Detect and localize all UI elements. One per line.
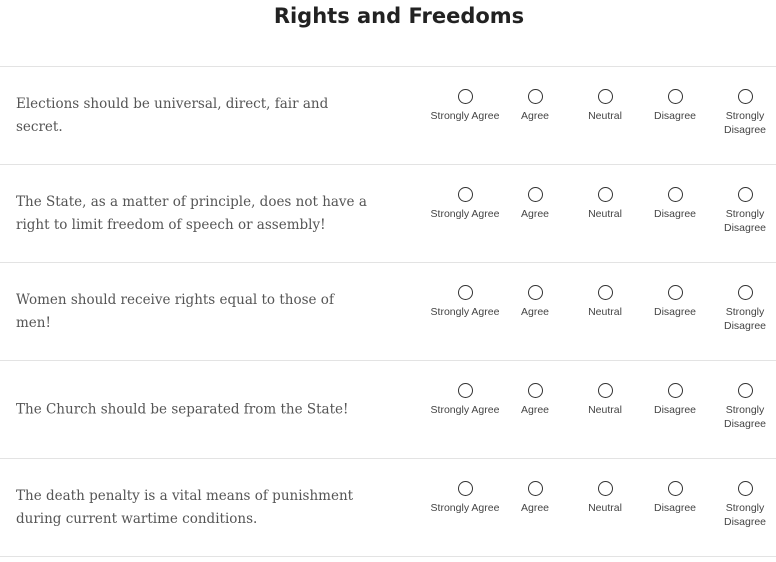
radio-button[interactable] — [528, 383, 543, 398]
option-label: Agree — [520, 208, 550, 220]
radio-button[interactable] — [668, 481, 683, 496]
option-label: Strongly Disagree — [723, 208, 767, 234]
radio-button[interactable] — [738, 383, 753, 398]
option-strongly-agree[interactable] — [430, 383, 500, 417]
radio-button[interactable] — [528, 285, 543, 300]
option-neutral[interactable] — [570, 383, 640, 417]
option-label: Neutral — [588, 110, 622, 122]
option-label: Agree — [520, 404, 550, 416]
radio-button[interactable] — [458, 89, 473, 104]
option-neutral[interactable] — [570, 187, 640, 221]
option-strongly-disagree[interactable] — [710, 187, 776, 235]
option-agree[interactable] — [500, 285, 570, 319]
statement-row — [0, 458, 776, 557]
radio-button[interactable] — [458, 187, 473, 202]
option-label: Disagree — [653, 404, 697, 416]
option-strongly-disagree[interactable] — [710, 481, 776, 529]
option-label: Strongly Agree — [430, 404, 500, 416]
option-label: Neutral — [588, 208, 622, 220]
option-label: Agree — [520, 502, 550, 514]
radio-button[interactable] — [528, 481, 543, 496]
option-disagree[interactable] — [640, 187, 710, 221]
option-neutral[interactable] — [570, 481, 640, 515]
radio-button[interactable] — [738, 187, 753, 202]
radio-button[interactable] — [458, 383, 473, 398]
statement-text: Women should receive rights equal to those of men! — [16, 291, 334, 331]
radio-button[interactable] — [528, 187, 543, 202]
option-agree[interactable] — [500, 187, 570, 221]
option-strongly-disagree[interactable] — [710, 383, 776, 431]
option-label: Neutral — [588, 502, 622, 514]
option-agree[interactable] — [500, 89, 570, 123]
option-label: Agree — [520, 110, 550, 122]
radio-button[interactable] — [528, 89, 543, 104]
radio-button[interactable] — [458, 285, 473, 300]
option-agree[interactable] — [500, 383, 570, 417]
option-strongly-agree[interactable] — [430, 481, 500, 515]
radio-button[interactable] — [668, 285, 683, 300]
statement-text: Elections should be universal, direct, fair and secret. — [16, 95, 329, 135]
option-label: Strongly Agree — [430, 208, 500, 220]
option-agree[interactable] — [500, 481, 570, 515]
option-label: Strongly Disagree — [723, 404, 767, 430]
radio-button[interactable] — [598, 285, 613, 300]
radio-button[interactable] — [598, 89, 613, 104]
option-label: Strongly Disagree — [723, 306, 767, 332]
option-neutral[interactable] — [570, 89, 640, 123]
statement-row — [0, 262, 776, 360]
option-strongly-agree[interactable] — [430, 89, 500, 123]
option-label: Disagree — [653, 502, 697, 514]
option-label: Disagree — [653, 208, 697, 220]
option-label: Disagree — [653, 306, 697, 318]
radio-button[interactable] — [598, 481, 613, 496]
option-label: Strongly Agree — [430, 502, 500, 514]
option-label: Disagree — [653, 110, 697, 122]
option-strongly-agree[interactable] — [430, 187, 500, 221]
page-title: Rights and Freedoms — [273, 4, 525, 28]
statement-row — [0, 66, 776, 164]
option-disagree[interactable] — [640, 285, 710, 319]
radio-button[interactable] — [598, 383, 613, 398]
radio-button[interactable] — [738, 285, 753, 300]
radio-button[interactable] — [598, 187, 613, 202]
statement-text: The Church should be separated from the State! — [16, 401, 349, 417]
option-neutral[interactable] — [570, 285, 640, 319]
radio-button[interactable] — [668, 89, 683, 104]
statement-row — [0, 164, 776, 262]
option-strongly-disagree[interactable] — [710, 89, 776, 137]
option-disagree[interactable] — [640, 89, 710, 123]
option-label: Neutral — [588, 306, 622, 318]
option-disagree[interactable] — [640, 481, 710, 515]
option-disagree[interactable] — [640, 383, 710, 417]
option-label: Strongly Disagree — [723, 110, 767, 136]
radio-button[interactable] — [738, 481, 753, 496]
option-label: Strongly Agree — [430, 306, 500, 318]
option-strongly-agree[interactable] — [430, 285, 500, 319]
option-label: Strongly Disagree — [723, 502, 767, 528]
statement-row — [0, 360, 776, 458]
statement-text: The death penalty is a vital means of punishment during current wartime conditions. — [16, 487, 354, 527]
radio-button[interactable] — [668, 187, 683, 202]
option-label: Neutral — [588, 404, 622, 416]
option-label: Strongly Agree — [430, 110, 500, 122]
statement-text: The State, as a matter of principle, does not have a right to limit freedom of speech or assembly! — [16, 193, 367, 233]
radio-button[interactable] — [668, 383, 683, 398]
radio-button[interactable] — [738, 89, 753, 104]
option-strongly-disagree[interactable] — [710, 285, 776, 333]
radio-button[interactable] — [458, 481, 473, 496]
option-label: Agree — [520, 306, 550, 318]
statement-list — [0, 66, 776, 557]
